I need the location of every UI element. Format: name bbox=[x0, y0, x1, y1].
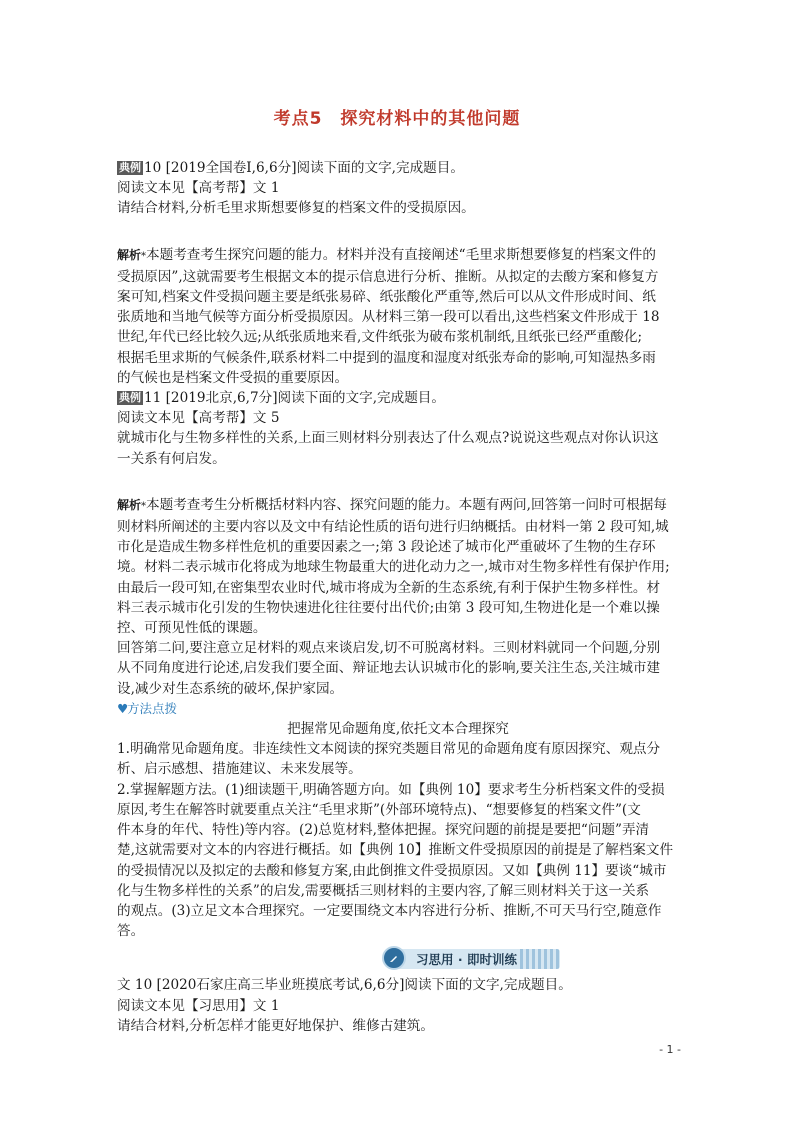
example-11-header-text: 11 [2019北京,6,7分]阅读下面的文字,完成题目。 bbox=[144, 390, 445, 407]
example-10-header bbox=[117, 158, 679, 178]
page-number: - 1 - bbox=[659, 1043, 681, 1056]
banner-title: 习思用 · 即时训练 bbox=[416, 952, 517, 968]
analysis-line: 由最后一段可知,在密集型农业时代,城市将成为全新的生态系统,有利于保护生物多样性。材 bbox=[117, 579, 661, 596]
method-line: 2.掌握解题方法。(1)细读题干,明确答题方向。如【典例 10】要求考生分析档案文件的受损 bbox=[117, 781, 665, 798]
analysis-11 bbox=[117, 495, 679, 699]
method-line: 答。 bbox=[117, 923, 145, 940]
analysis-line: 从不同角度进行论述,启发我们要全面、辩证地去认识城市化的影响,要关注生态,关注城市建 bbox=[117, 660, 661, 677]
analysis-line: 控、可预见性低的课题。 bbox=[117, 620, 267, 637]
analysis-line: 世纪,年代已经比较久远;从纸张质地来看,文件纸张为破布浆机制纸,且纸张已经严重酸化; bbox=[117, 329, 643, 346]
analysis-10 bbox=[117, 245, 679, 388]
analysis-line: 根据毛里求斯的气候条件,联系材料二中提到的温度和湿度对纸张寿命的影响,可知湿热多雨 bbox=[117, 349, 656, 366]
example-11-header bbox=[117, 388, 679, 408]
content-body bbox=[117, 158, 679, 1036]
method-line: 的受损情况以及拟定的去酸和修复方案,由此倒推文件受损原因。又如【典例 11】要谈“城市 bbox=[117, 862, 667, 879]
analysis-line: 回答第二问,要注意立足材料的观点来谈启发,切不可脱离材料。三则材料就同一个问题,分别 bbox=[117, 640, 661, 657]
example-11-question: 就城市化与生物多样性的关系,上面三则材料分别表达了什么观点?说说这些观点对你认识这 bbox=[117, 430, 659, 447]
method-line: 楚,这就需要对文本的内容进行概括。如【典例 10】推断文件受损原因的前提是了解档案文件 bbox=[117, 842, 674, 859]
practice-banner bbox=[382, 946, 560, 972]
example-10-reference: 阅读文本见【高考帮】文 1 bbox=[117, 180, 280, 197]
analysis-line: 张质地和当地气候等方面分析受损原因。从材料三第一段可以看出,这些档案文件形成于 18 bbox=[117, 309, 660, 326]
analysis-line: 受损原因”,这就需要考生根据文本的提示信息进行分析、推断。从拟定的去酸方案和修复方 bbox=[117, 268, 659, 285]
spacer bbox=[117, 469, 679, 495]
analysis-line: 解析*本题考查考生探究问题的能力。材料并没有直接阐述“毛里求斯想要修复的档案文件的 bbox=[117, 246, 656, 263]
analysis-line: 案可知,档案文件受损问题主要是纸张易碎、纸张酸化严重等,然后可以从文件形成时间、纸 bbox=[117, 289, 656, 306]
analysis-line: 设,减少对生态系统的破坏,保护家园。 bbox=[117, 680, 344, 697]
method-line: 化与生物多样性的关系”的启发,需要概括三则材料的主要内容,了解三则材料关于这一关系 bbox=[117, 882, 650, 899]
example-10-question: 请结合材料,分析毛里求斯想要修复的档案文件的受损原因。 bbox=[117, 200, 475, 217]
practice-banner-row bbox=[117, 941, 679, 975]
method-tip-label: ♥方法点拨 bbox=[117, 699, 679, 719]
heart-icon: ♥ bbox=[117, 700, 129, 716]
analysis-line: 市化是造成生物多样性危机的重要因素之一;第 3 段论述了城市化严重破坏了生物的生存环 bbox=[117, 539, 656, 556]
analysis-star: * bbox=[141, 250, 147, 262]
analysis-line: 境。材料二表示城市化将成为地球生物最重大的进化动力之一,城市对生物多样性有保护作用; bbox=[117, 559, 670, 576]
method-line: 件本身的年代、特性)等内容。(2)总览材料,整体把握。探究问题的前提是要把“问题”弄清 bbox=[117, 822, 650, 839]
practice-reference: 阅读文本见【习思用】文 1 bbox=[117, 997, 280, 1014]
method-line: 原因,考生在解答时就要重点关注“毛里求斯”(外部环境特点)、“想要修复的档案文件”(文 bbox=[117, 801, 641, 818]
example-11-question: 一关系有何启发。 bbox=[117, 450, 226, 467]
method-heading: 把握常见命题角度,依托文本合理探究 bbox=[287, 721, 509, 738]
practice-header: 文 10 [2020石家庄高三毕业班摸底考试,6,6分]阅读下面的文字,完成题目。 bbox=[117, 977, 572, 994]
example-11-reference: 阅读文本见【高考帮】文 5 bbox=[117, 410, 280, 427]
example-tag: 典例 bbox=[119, 161, 141, 174]
analysis-line: 解析*本题考查考生分析概括材料内容、探究问题的能力。本题有两问,回答第一问时可根据每 bbox=[117, 496, 667, 513]
page-title: 考点5 探究材料中的其他问题 bbox=[273, 109, 521, 129]
analysis-line: 则材料所阐述的主要内容以及文中有结论性质的语句进行归纳概括。由材料一第 2 段可知,城 bbox=[117, 519, 669, 536]
method-body bbox=[117, 739, 679, 941]
example-tag: 典例 bbox=[119, 391, 141, 405]
spacer bbox=[117, 219, 679, 245]
analysis-line: 的气候也是档案文件受损的重要原因。 bbox=[117, 369, 349, 386]
practice-question: 请结合材料,分析怎样才能更好地保护、维修古建筑。 bbox=[117, 1017, 434, 1034]
method-line: 的观点。(3)立足文本合理探究。一定要围绕文本内容进行分析、推断,不可天马行空,随意作 bbox=[117, 902, 662, 919]
analysis-label: 解析 bbox=[117, 497, 142, 512]
banner-stripes bbox=[520, 949, 560, 969]
example-10-header-text: 10 [2019全国卷Ⅰ,6,6分]阅读下面的文字,完成题目。 bbox=[144, 160, 464, 176]
analysis-line: 料三表示城市化引发的生物快速进化往往要付出代价;由第 3 段可知,生物进化是一个难以操 bbox=[117, 599, 660, 616]
method-line: 析、启示感想、措施建议、未来发展等。 bbox=[117, 761, 362, 778]
method-line: 1.明确常见命题角度。非连续性文本阅读的探究类题目常见的命题角度有原因探究、观点分 bbox=[117, 741, 661, 758]
analysis-star: * bbox=[141, 500, 147, 512]
analysis-label: 解析 bbox=[117, 247, 142, 262]
